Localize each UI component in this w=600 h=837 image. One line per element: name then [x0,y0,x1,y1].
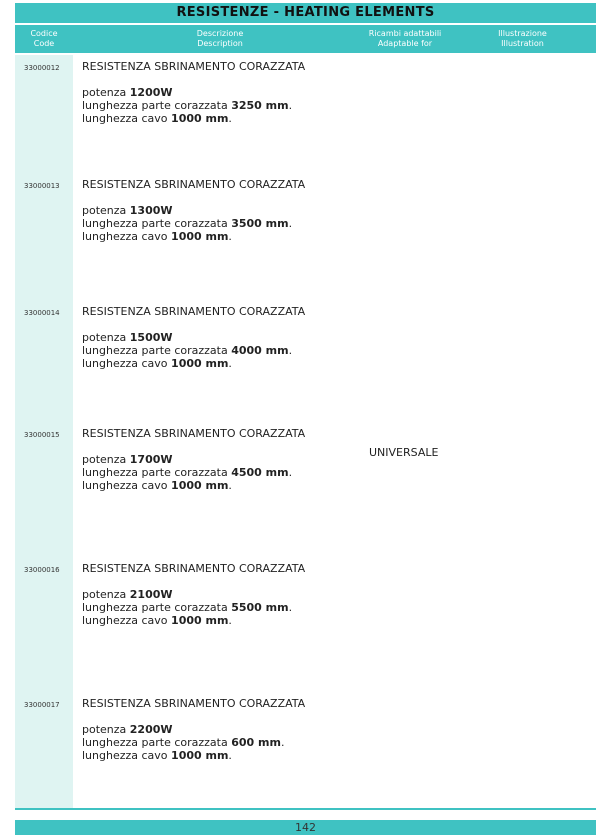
list-item [0,427,600,507]
power-value: 2100W [129,588,173,601]
cable-value: 1000 mm [171,357,229,370]
column-header-illustration [475,29,570,49]
item-title: RESISTENZA SBRINAMENTO CORAZZATA [82,60,306,73]
armored-label: lunghezza parte corazzata [82,601,228,614]
column-header-adaptable [355,29,455,49]
adaptable-for-value: UNIVERSALE [369,446,439,459]
column-header-code-en: Code [33,39,55,48]
item-code: 33000013 [24,182,60,190]
item-title: RESISTENZA SBRINAMENTO CORAZZATA [82,427,306,440]
item-power-line [82,588,305,601]
armored-value: 5500 mm [231,601,289,614]
cable-value: 1000 mm [171,230,229,243]
item-power-line [82,723,305,736]
item-code: 33000015 [24,431,60,439]
cable-label: lunghezza cavo [82,112,168,125]
power-value: 1500W [129,331,173,344]
item-description [82,305,305,370]
item-description [82,427,305,492]
column-header-ill-en: Illustration [501,39,544,48]
item-power-line [82,204,305,217]
armored-value: 4500 mm [231,466,289,479]
armored-label: lunghezza parte corazzata [82,217,228,230]
item-power-line [82,86,305,99]
item-cable-line: lunghezza cavo 1000 mm. [82,357,232,370]
item-title: RESISTENZA SBRINAMENTO CORAZZATA [82,697,306,710]
item-cable-line: lunghezza cavo 1000 mm. [82,749,232,762]
power-label: potenza [82,331,127,344]
item-cable-line: lunghezza cavo 1000 mm. [82,230,232,243]
column-header-desc-it: Descrizione [196,29,244,38]
power-value: 2200W [129,723,173,736]
item-armored-line: lunghezza parte corazzata 5500 mm. [82,601,293,614]
page-number: 142 [15,820,596,835]
cable-label: lunghezza cavo [82,230,168,243]
power-label: potenza [82,723,127,736]
item-code: 33000016 [24,566,60,574]
power-label: potenza [82,204,127,217]
cable-value: 1000 mm [171,614,229,627]
column-header-code [15,29,73,49]
armored-value: 3250 mm [231,99,289,112]
list-item [0,60,600,140]
power-label: potenza [82,453,127,466]
power-label: potenza [82,86,127,99]
cable-value: 1000 mm [171,112,229,125]
item-code: 33000017 [24,701,60,709]
item-title: RESISTENZA SBRINAMENTO CORAZZATA [82,178,306,191]
item-description [82,60,305,125]
item-armored-line: lunghezza parte corazzata 600 mm. [82,736,285,749]
item-code: 33000012 [24,64,60,72]
power-label: potenza [82,588,127,601]
item-armored-line: lunghezza parte corazzata 4000 mm. [82,344,293,357]
item-description [82,697,305,762]
item-cable-line: lunghezza cavo 1000 mm. [82,479,232,492]
item-power-line [82,331,305,344]
item-cable-line: lunghezza cavo 1000 mm. [82,112,232,125]
armored-label: lunghezza parte corazzata [82,466,228,479]
column-header-row [15,25,596,53]
armored-value: 600 mm [231,736,281,749]
armored-value: 4000 mm [231,344,289,357]
cable-label: lunghezza cavo [82,357,168,370]
armored-label: lunghezza parte corazzata [82,344,228,357]
item-armored-line: lunghezza parte corazzata 3250 mm. [82,99,293,112]
column-header-adapt-en: Adaptable for [377,39,433,48]
item-title: RESISTENZA SBRINAMENTO CORAZZATA [82,562,306,575]
item-armored-line: lunghezza parte corazzata 3500 mm. [82,217,293,230]
item-title: RESISTENZA SBRINAMENTO CORAZZATA [82,305,306,318]
column-header-ill-it: Illustrazione [498,29,547,38]
item-power-line [82,453,305,466]
column-header-adapt-it: Ricambi adattabili [368,29,442,38]
cable-label: lunghezza cavo [82,749,168,762]
item-cable-line: lunghezza cavo 1000 mm. [82,614,232,627]
cable-value: 1000 mm [171,479,229,492]
item-description [82,178,305,243]
column-header-description [75,29,365,49]
cable-label: lunghezza cavo [82,614,168,627]
item-description [82,562,305,627]
power-value: 1200W [129,86,173,99]
cable-value: 1000 mm [171,749,229,762]
bottom-divider [15,808,596,810]
column-header-desc-en: Description [197,39,243,48]
page-title: RESISTENZE - HEATING ELEMENTS [15,3,596,23]
armored-label: lunghezza parte corazzata [82,99,228,112]
armored-value: 3500 mm [231,217,289,230]
power-value: 1700W [129,453,173,466]
item-code: 33000014 [24,309,60,317]
cable-label: lunghezza cavo [82,479,168,492]
list-item [0,178,600,258]
list-item [0,305,600,385]
item-armored-line: lunghezza parte corazzata 4500 mm. [82,466,293,479]
power-value: 1300W [129,204,173,217]
list-item [0,697,600,777]
armored-label: lunghezza parte corazzata [82,736,228,749]
column-header-code-it: Codice [30,29,58,38]
list-item [0,562,600,642]
